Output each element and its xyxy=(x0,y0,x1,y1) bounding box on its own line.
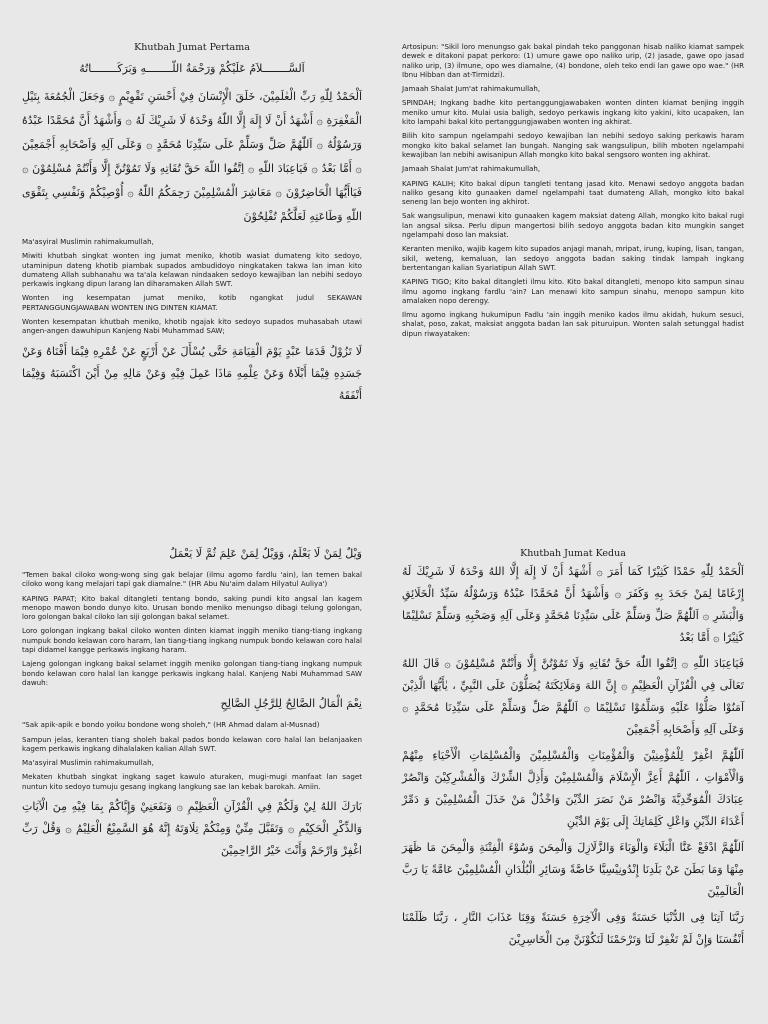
paragraph: Sak wangsulipun, menawi kito gunaaken kagem maksiat dateng Allah, mongko kito bakal rugi lan angsal siksa. Perlu dipun mangertosi bilih sedoyo anggota badan kito mungkin sanget ngelampahi doso lan maksiat. xyxy=(402,211,744,240)
arabic-quote: وَيْلٌ لِمَنْ لَا يَعْلَمُ، وَوَيْلٌ لِمَنْ عَلِمَ ثُمَّ لَا يَعْمَلُ xyxy=(169,547,362,560)
arabic-block: اَللّٰهُمَّ اغْفِرْ لِلْمُؤْمِنِيْنَ وَالْمُؤْمِنَاتِ وَالْمُسْلِمِيْنَ وَالْمُسْلِمَاتِ الْأَحْيَاءِ مِنْهُمْ وَالْأَمْوَاتِ ، اَللّٰهُمَّ أَعِزَّ الْإِسْلَامَ وَالْمُسْلِمِيْنَ وَأَذِلَّ الشِّرْكَ وَالْمُشْرِكِيْنَ وَانْصُرْ عِبَادَكَ الْمُوَحِّدِيَّةَ وَانْصُرْ مَنْ نَصَرَ الدِّيْنَ وَاخْذُلْ مَنْ خَذَلَ الْمُسْلِمِيْنَ وَ دَمِّرْ أَعْدَاءَ الدِّيْنِ وَاعْلِ كَلِمَاتِكَ إِلَى يَوْمَ الدِّيْنِ xyxy=(402,749,744,828)
arabic-block: فَيَاعِبَادَ اللّٰهِ ۞ اِتَّقُوا اللّٰهَ حَقَّ تُقَاتِهِ وَلَا تَمُوْتُنَّ إِلَّا وَأَنْتُمْ مُسْلِمُوْنَ ۞ قَالَ اللهُ تَعَالَى فِي الْقُرْآنِ الْعَظِيْمِ ۞ إِنَّ اللهَ وَمَلَائِكَتَهُ يُصَلُّوْنَ عَلَى النَّبِيِّ ، يٰأَيُّهَا الَّذِيْنَ آمَنُوْا صَلُّوْا عَلَيْهِ وَسَلِّمُوْا تَسْلِيْمًا ۞ اَللّٰهُمَّ صَلِّ وَسَلِّمْ عَلَى سَيِّدِنَا مُحَمَّدٍ ۞ وَعَلَى آلِهِ وَأَصْحَابِهِ أَجْمَعِيْنَ xyxy=(402,657,744,736)
paragraph: Jamaah Shalat Jum'at rahimakumullah, xyxy=(402,164,541,174)
page-khutbah-pertama-end xyxy=(0,512,384,1024)
closing-arabic: بَارَكَ اللهُ لِيْ وَلَكُمْ فِي الْقُرْآنِ الْعَظِيْمِ ۞ وَنَفَعَنِيْ وَإِيَّاكُمْ بِمَا فِيْهِ مِنَ الْآيَاتِ وَالذِّكْرِ الْحَكِيْمِ ۞ وَتَقَبَّلَ مِنِّيْ وَمِنْكُمْ تِلَاوَتَهُ إِنَّهُ هُوَ السَّمِيْعُ الْعَلِيْمُ ۞ وَقُلْ رَبِّ اغْفِرْ وَارْحَمْ وَأَنْتَ خَيْرُ الرَّاحِمِيْنَ xyxy=(22,800,362,858)
arabic-block: اَلْحَمْدُ لِلّٰهِ حَمْدًا كَثِيْرًا كَمَا أَمَرَ ۞ أَشْهَدُ أَنْ لَا إِلَهَ إِلَّا اللهُ وَحْدَهُ لَا شَرِيْكَ لَهُ إِرْغَامًا لِمَنْ جَحَدَ بِهِ وَكَفَرَ ۞ وَأَشْهَدُ أَنَّ مُحَمَّدًا عَبْدُهُ وَرَسُوْلُهُ سَيِّدُ الْخَلَائِقِ وَالْبَشَرِ ۞ اَللّٰهُمَّ صَلِّ وَسَلِّمْ عَلَى سَيِّدِنَا مُحَمَّدٍ وَعَلَى آلِهِ وَصَحْبِهِ وَسَلِّمْ تَسْلِيْمًا كَثِيْرًا ۞ أَمَّا بَعْدُ xyxy=(402,565,744,644)
paragraph: Ilmu agomo ingkang hukumipun Fadlu 'ain inggih meniko kados ilmu akidah, hukum sesuci, shalat, poso, zakat, maksiat anggota badan lan sak pituruipun. Wonten salah setunggal hadist dipun riwayataken: xyxy=(402,310,744,338)
paragraph: KAPING PAPAT; Kito bakal ditangleti tentang bondo, saking pundi kito angsal lan kagem menopo mawon bondo dunyo kito. Urusan bondo meniko menungso dibagi telung golongan, loro golongan bakal ciloko lan siji golongan bakal selamet. xyxy=(22,593,362,622)
paragraph: Bilih kito sampun ngelampahi sedoyo kewajiban lan nebihi sedoyo saking perkawis haram mongko kito bakal selamet lan bungah. Nanging sak wangsulipun, bilih mboten ngelampahi kewajiban lan nebihi awisanipun Allah mongko kito bakal sengsoro wonten ing akhirat. xyxy=(402,131,744,159)
paragraph: KAPING KALIH; Kito bakal dipun tangleti tentang jasad kito. Menawi sedoyo anggota badan naliko gesang kito gunaaken damel ngelampahi taat dumateng Allah, mongko kito bakal seneng lan bejo wonten ing akhirot. xyxy=(402,178,744,207)
khutbah-title: Khutbah Jumat Pertama xyxy=(134,42,250,53)
paragraph: Loro golongan ingkang bakal ciloko wonten dinten kiamat inggih meniko tiang-tiang ingkang numpuk bondo kelawan coro haram, lan tiang-tiang ingkang numpuk bondo kelawan coro halal tapi didamel kangge perkawis ingkang haram. xyxy=(22,626,362,655)
paragraph: "Sak apik-apik e bondo yoiku bondone wong sholeh," (HR Ahmad dalam al-Musnad) xyxy=(22,720,320,730)
paragraph: KAPING TIGO; Kito bakal ditangleti ilmu kito. Kito bakal ditangleti, menopo kito sampun sinau ilmu agomo ingkang fardlu 'ain? Lan menawi kito sampun sinahu, menopo sampun kito amalaken nopo derengy. xyxy=(402,277,744,305)
khutbah-title: Khutbah Jumat Kedua xyxy=(520,548,626,559)
paragraph: "Temen bakal ciloko wong-wong sing gak belajar (ilmu agomo fardlu 'ain), lan temen bakal ciloko wong kang melajari tapi gak diamalne." (HR Abu Nu'aim dalam Hilyatul Auliya') xyxy=(22,570,362,589)
page-khutbah-kedua xyxy=(384,512,768,1024)
paragraph: Sampun jelas, keranten tiang sholeh bakal pados bondo kelawan coro halal lan belanjaaken kagem perkawis ingkang dihalalaken kalian Allah SWT. xyxy=(22,734,362,753)
paragraph: Wonten ing kesempatan jumat meniko, kotib ngangkat judul SEKAWAN PERTANGGUNGJAWABAN WONTEN ING DINTEN KIAMAT. xyxy=(22,293,362,312)
paragraph: Ma'asyiral Muslimin rahimakumullah, xyxy=(22,758,154,768)
salam-arabic: اَلسَّــــــــلاَمُ عَلَيْكُمْ وَرَحْمَةُ اللّــــــــهِ وَبَرَكَــــــــاتُهُ xyxy=(79,62,305,75)
paragraph: Jamaah Shalat Jum'at rahimakumullah, xyxy=(402,84,541,94)
arabic-block: رَبَّنَا آتِنَا فِى الدُّنْيَا حَسَنَةً وَفِى الْآخِرَةِ حَسَنَةً وَقِنَا عَذَابَ النَّارِ ، رَبَّنَا ظَلَمْنَا أَنْفُسَنَا وَإِنْ لَمْ تَغْفِرْ لَنَا وَتَرْحَمْنَا لَنَكُوْنَنَّ مِنَ الْخَاسِرِيْنَ xyxy=(402,911,744,946)
paragraph: Lajeng golongan ingkang bakal selamet inggih meniko golongan tiang-tiang ingkang numpuk bondo kelawan coro halal lan kangge perkawis ingkang halal. Kanjeng Nabi Muhammad SAW dawuh: xyxy=(22,659,362,687)
arabic-block: اَللّٰهُمَّ ادْفَعْ عَنَّا الْبَلَاءَ وَالْوَبَاءَ وَالزَّلَازِلَ وَالْمِحَنَ وَسُوْءَ الْفِتْنَةِ وَالْمِحَنَ مَا ظَهَرَ مِنْهَا وَمَا بَطَنَ عَنْ بَلَدِنَا إِنْدُونِيْسِيَّا خَاصَّةً وَسَائِرِ الْبُلْدَانِ الْمُسْلِمِيْنَ عَامَّةً يَا رَبَّ الْعَالَمِيْنَ xyxy=(402,841,744,898)
paragraph: Artosipun: "Sikil loro menungso gak bakal pindah teko panggonan hisab naliko kiamat sampek dewek e ditakoni papat perkoro: (1) umure gawe opo naliko urip, (2) jasade, gawe opo jasad naliko urip, (3) ilmune, opo wes diamalne, (4) bondone, oleh teko endi lan gawe opo wae." (HR Ibnu Hibban dan at-Tirmidzi). xyxy=(402,42,744,79)
paragraph: Ma'asyiral Muslimin rahimakumullah, xyxy=(22,237,154,246)
page-khutbah-pertama-cont xyxy=(384,0,768,512)
paragraph: Miwiti khutbah singkat wonten ing jumat meniko, khotib wasiat dumateng kito sedoyo, utaminipun dateng khotib piambak supados ambudidoyo ningkataken takwa lan iman kito dumateng Allah subhanahu wa ta'ala kelawan nindaaken sedoyo kewajiban lan nebihi sedoyo perkawis ingkang dipun larang lan diharamaken Allah SWT. xyxy=(22,251,362,289)
arabic-quote: نِعْمَ الْمَالُ الصَّالِحُ لِلرَّجُلِ الصَّالِحِ xyxy=(220,697,362,711)
paragraph: SPINDAH; Ingkang badhe kito pertanggungjawabaken wonten dinten kiamat benjing inggih meniko umur kito. Mulai usia baligh, sedoyo perkawis ingkang kito yakini, kito ucapaken, lan kito lampahi bakal kito pertanggungjawaben wonten ing akhirat. xyxy=(402,98,744,127)
hadith-arabic: لَا تَزُوْلُ قَدَمَا عَبْدٍ يَوْمَ الْقِيَامَةِ حَتَّى يُسْأَلَ عَنْ أَرْبَعٍ عَنْ عُمْرِهِ فِيْمَا أَفْنَاهُ وَعَنْ جَسَدِهِ فِيْمَا أَبْلَاهُ وَعَنْ عِلْمِهِ مَاذَا عَمِلَ فِيْهِ وَعَنْ مَالِهِ مِنْ أَيْنَ اكْتَسَبَهُ وَفِيْمَا أَنْفَقَهُ xyxy=(22,344,362,402)
paragraph: Keranten meniko, wajib kagem kito supados anjagi manah, mripat, irung, kuping, lisan, tangan, sikil, weteng, kemaluan, lan sedoyo anggota badan saking tindak lampah ingkang bertentangan kalian Syariatipun Allah SWT. xyxy=(402,244,744,272)
opening-arabic: اَلْحَمْدُ لِلّهِ رَبِّ الْعٰلَمِيْنَ، خَلَقَ الْإِنْسَانَ فِيْ أَحْسَنِ تَقْوِيْمٍ ۞ وَجَعَلَ الْجُمُعَةَ بِتَيْلِ الْمَغْفِرَةِ ۞ أَشْهَدُ أَنْ لَا إِلَهَ إِلَّا اللّهُ وَحْدَهُ لَا شَرِيْكَ لَهُ ۞ وَأَشْهَدُ أَنَّ مُحَمَّدًا عَبْدُهُ وَرَسُوْلُهُ ۞ اَللّٰهُمَّ صَلِّ وَسَلِّمْ عَلَى سَيِّدِنَا مُحَمَّدٍ ۞ وَعَلَى آلِهِ وَاَصْحَابِهِ أَجْمَعِيْنَ ۞ أَمَّا بَعْدُ ۞ فَيَاعِبَادَ اللّهِ ۞ اِتَّقُوا اللّهَ حَقَّ تُقَاتِهِ وَلَا تَمُوْتُنَّ إِلَّا وَأَنْتُمْ مُسْلِمُوْنَ ۞ فَيَاأَيُّهَا الْحَاضِرُوْنَ ۞ مَعَاشِرَ الْمُسْلِمِيْنَ رَحِمَكُمُ اللّهُ ۞ أُوْصِيْكُمْ وَنَفْسِي بِتَقْوَى اللّهِ وَطَاعَتِهِ لَعَلَّكُمْ تُفْلِحُوْنَ xyxy=(22,90,362,223)
paragraph: Mekaten khutbah singkat ingkang saget kawulo aturaken, mugi-mugi manfaat lan saget nuntun kito sedoyo tumuju gesang ingkang langkung sae lan kebak barokah. Amiin. xyxy=(22,772,362,791)
paragraph: Wonten kesempatan khutbah meniko, khotib ngajak kito sedoyo supados muhasabah utawi angen-angen dawuhipun Kanjeng Nabi Muhammad SAW; xyxy=(22,317,362,336)
page-khutbah-pertama xyxy=(0,0,384,512)
